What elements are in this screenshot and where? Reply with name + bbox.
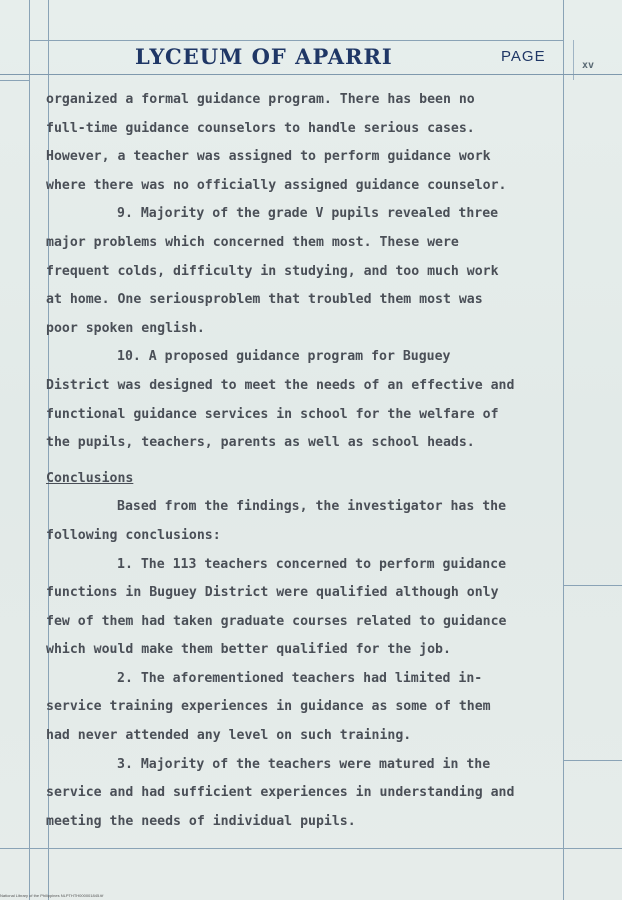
text-line: at home. One seriousproblem that troubled them most was — [46, 292, 483, 308]
text-line: However, a teacher was assigned to perform guidance work — [46, 149, 491, 165]
text-line: which would make them better qualified for the job. — [46, 642, 451, 658]
left-tab-rule — [0, 80, 29, 81]
text-line: had never attended any level on such training. — [46, 728, 412, 744]
text-line: frequent colds, difficulty in studying, and too much work — [46, 263, 499, 279]
footer-rule — [0, 848, 622, 849]
text-line: meeting the needs of individual pupils. — [46, 813, 356, 829]
text-line: functional guidance services in school for the welfare of — [46, 406, 499, 422]
header-rule-bottom — [0, 74, 622, 75]
text-line: the pupils, teachers, parents as well as school heads. — [46, 435, 475, 451]
text-line: where there was no officially assigned guidance counselor. — [46, 177, 507, 193]
conclusions-intro: Based from the findings, the investigator has the — [117, 499, 507, 515]
text-line: organized a formal guidance program. There has been no — [46, 92, 475, 107]
text-line: few of them had taken graduate courses related to guidance — [46, 613, 507, 629]
text-line: following conclusions: — [46, 527, 221, 543]
text-line: service training experiences in guidance as some of them — [46, 699, 491, 715]
margin-rule-left-outer — [29, 0, 30, 900]
conclusion-1-start: 1. The 113 teachers concerned to perform guidance — [117, 556, 507, 572]
page-number: xv — [582, 60, 595, 71]
text-line: service and had sufficient experiences in understanding and — [46, 785, 515, 801]
conclusion-3-start: 3. Majority of the teachers were matured in the — [117, 756, 491, 772]
text-line: functions in Buguey District were qualified although only — [46, 585, 499, 601]
text-line: poor spoken english. — [46, 320, 205, 336]
conclusion-2-start: 2. The aforementioned teachers had limited in- — [117, 670, 483, 686]
finding-10-start: 10. A proposed guidance program for Buguey — [117, 349, 451, 365]
text-line: District was designed to meet the needs of an effective and — [46, 377, 515, 393]
scan-footer: National Library of the Philippines NLPTHTH000001845.tif — [0, 893, 104, 898]
text-line: major problems which concerned them most. These were — [46, 234, 459, 250]
typed-body — [46, 86, 576, 836]
page-label: PAGE — [501, 48, 546, 65]
finding-9-start: 9. Majority of the grade V pupils revealed three — [117, 206, 499, 222]
header-rule-top — [29, 40, 563, 41]
letterhead-title: LYCEUM OF APARRI — [135, 44, 393, 69]
text-line: full-time guidance counselors to handle serious cases. — [46, 120, 475, 136]
conclusions-heading: Conclusions — [46, 470, 134, 486]
